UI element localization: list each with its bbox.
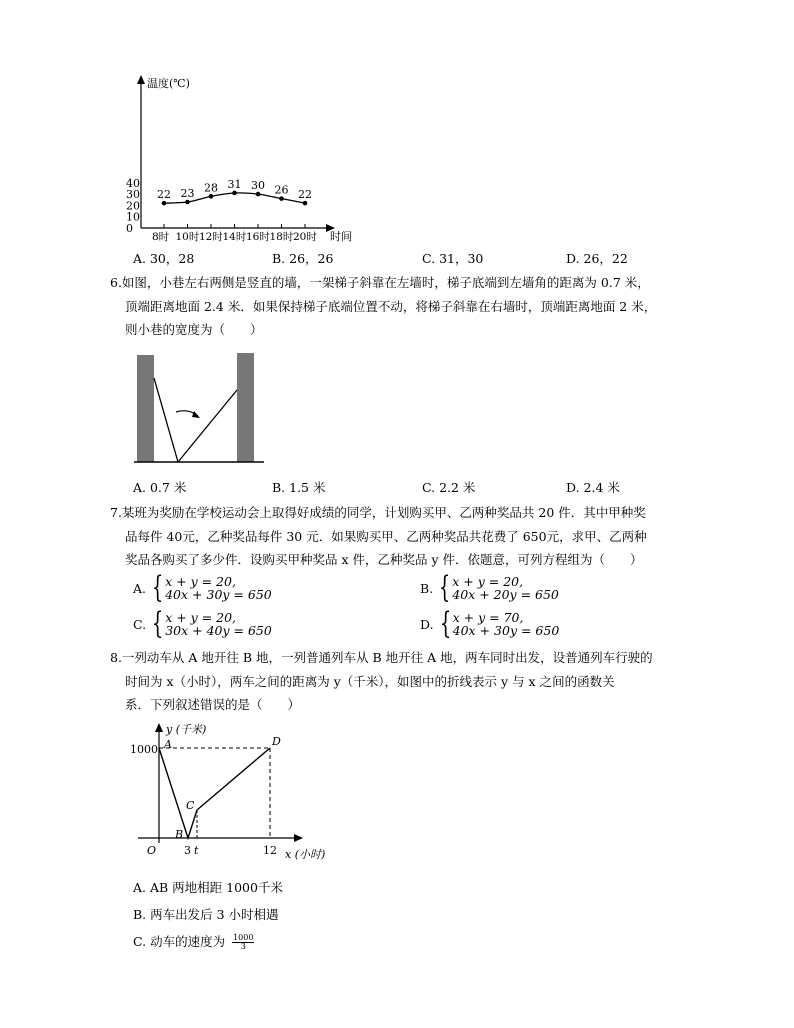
data-point [162,201,167,206]
point-a-label: A [164,738,172,751]
equation-2: 40x + 30y = 650 [452,623,560,638]
temperature-chart [120,70,370,245]
x-axis-label: x (小时) [285,848,326,861]
y-axis-label: 温度(℃) [147,77,190,90]
distance-time-graph [128,718,338,866]
data-label: 22 [298,188,312,202]
equation-1: x + y = 70, [452,610,524,625]
y-axis-label: y (千米) [166,723,207,736]
q8-line-2: 时间为 x（小时），两车之间的距离为 y（千米），如图中的折线表示 y 与 x 之间的函数关 [125,674,615,689]
q8-line-1: 8.一列动车从 A 地开往 B 地，一列普通列车从 B 地开往 A 地，两车同时出发，设普通列车行驶的 [110,650,653,665]
option-letter: C. [133,616,147,632]
x-tick-label: 18时 [269,231,294,243]
q6-line-3: 则小巷的宽度为（ ） [125,322,263,337]
brace-icon: { [439,606,451,641]
x-tick-3: 3 [184,844,191,857]
right-wall [237,353,254,462]
q7-line-2: 品每件 40元，乙种奖品每件 30 元．如果购买甲、乙两种奖品共花费了 650元，求甲、乙两种 [125,529,647,544]
x-tick-label: 8时 [152,231,170,243]
equation-2: 40x + 20y = 650 [452,587,559,602]
option-letter: D. [420,616,434,632]
equation-2: 40x + 30y = 650 [165,587,272,602]
q5-option-a[interactable]: A. 30，28 [133,251,195,266]
data-point [185,200,190,205]
ladder-left [154,378,178,462]
data-label: 28 [204,181,218,195]
alley-ladder-figure [130,350,270,468]
brace-icon: { [151,570,164,605]
x-axis-arrow [294,834,303,842]
data-point [303,201,308,206]
equation-1: x + y = 20, [165,610,237,625]
equation-2: 30x + 40y = 650 [165,623,272,638]
data-label: 30 [251,179,265,193]
q6-line-1: 6.如图，小巷左右两侧是竖直的墙，一架梯子斜靠在左墙时，梯子底端到左墙角的距离为 0.7 米， [110,275,650,290]
x-tick-label: 12时 [199,231,223,243]
equation-1: x + y = 20, [165,574,236,589]
x-tick-label: 10时 [175,231,200,243]
point-b-label: B [175,828,184,841]
q6-option-c[interactable]: C. 2.2 米 [422,480,476,495]
y-axis-arrow [155,723,163,732]
option-c-text: C. 动车的速度为 [133,934,226,949]
x-axis-label: 时间 [330,230,352,243]
x-tick-label: 14时 [222,231,247,243]
q6-option-d[interactable]: D. 2.4 米 [566,480,620,495]
y-value-1000: 1000 [130,743,158,756]
point-d-label: D [272,735,281,748]
q7-option-a[interactable] [133,570,272,605]
brace-icon: { [438,570,451,605]
q7-line-3: 奖品各购买了多少件．设购买甲种奖品 x 件，乙种奖品 y 件．依题意，可列方程组为（ ） [125,552,643,567]
ladder-right [178,390,237,462]
q7-line-1: 7.某班为奖励在学校运动会上取得好成绩的同学，计划购买甲、乙两种奖品共 20 件．其中甲种奖 [110,505,646,520]
option-letter: A. [133,580,147,596]
y-tick-label: 0 [126,222,133,235]
fraction-denominator: 3 [240,942,246,951]
equation-1: x + y = 20, [452,574,524,589]
x-tick-label: 16时 [246,231,270,243]
data-label: 26 [274,183,289,197]
data-label: 31 [227,177,242,191]
speed-fraction [232,934,254,951]
data-point [232,191,237,196]
data-label: 23 [180,187,195,201]
q6-option-a[interactable]: A. 0.7 米 [133,480,187,495]
distance-polyline [159,748,270,838]
q6-option-b[interactable]: B. 1.5 米 [272,480,326,495]
q8-line-3: 系．下列叙述错误的是（ ） [125,697,301,712]
y-tick-label: 20 [126,199,140,213]
q7-option-d[interactable] [420,606,560,641]
q5-option-d[interactable]: D. 26，22 [566,251,628,266]
x-tick-label: 20时 [293,231,317,243]
q8-option-c[interactable] [133,932,254,951]
y-tick-label: 10 [126,210,140,224]
option-letter: B. [420,580,434,596]
q6-line-2: 顶端距离地面 2.4 米．如果保持梯子底端位置不动，将梯子斜靠在右墙时，顶端距离地面 2 米， [125,299,657,314]
q7-option-c[interactable] [133,606,272,641]
q8-option-b[interactable]: B. 两车出发后 3 小时相遇 [133,907,279,922]
brace-icon: { [151,606,164,641]
q5-option-c[interactable]: C. 31，30 [422,251,484,266]
origin-label: O [147,844,157,857]
data-point [256,192,261,197]
q8-option-a[interactable]: A. AB 两地相距 1000千米 [133,880,283,895]
fraction-numerator: 1000 [233,933,254,942]
q5-option-b[interactable]: B. 26，26 [272,251,334,266]
move-arrowhead [192,411,200,418]
y-tick-label: 30 [126,188,140,202]
y-tick-label: 40 [126,176,140,190]
y-axis-arrow [137,75,145,84]
data-label: 22 [157,188,171,202]
left-wall [137,355,154,462]
q7-option-b[interactable] [420,570,559,605]
point-c-label: C [186,799,195,812]
x-tick-12: 12 [263,844,277,857]
data-point [209,194,214,199]
data-point [279,196,284,201]
x-tick-t: t [194,844,199,857]
